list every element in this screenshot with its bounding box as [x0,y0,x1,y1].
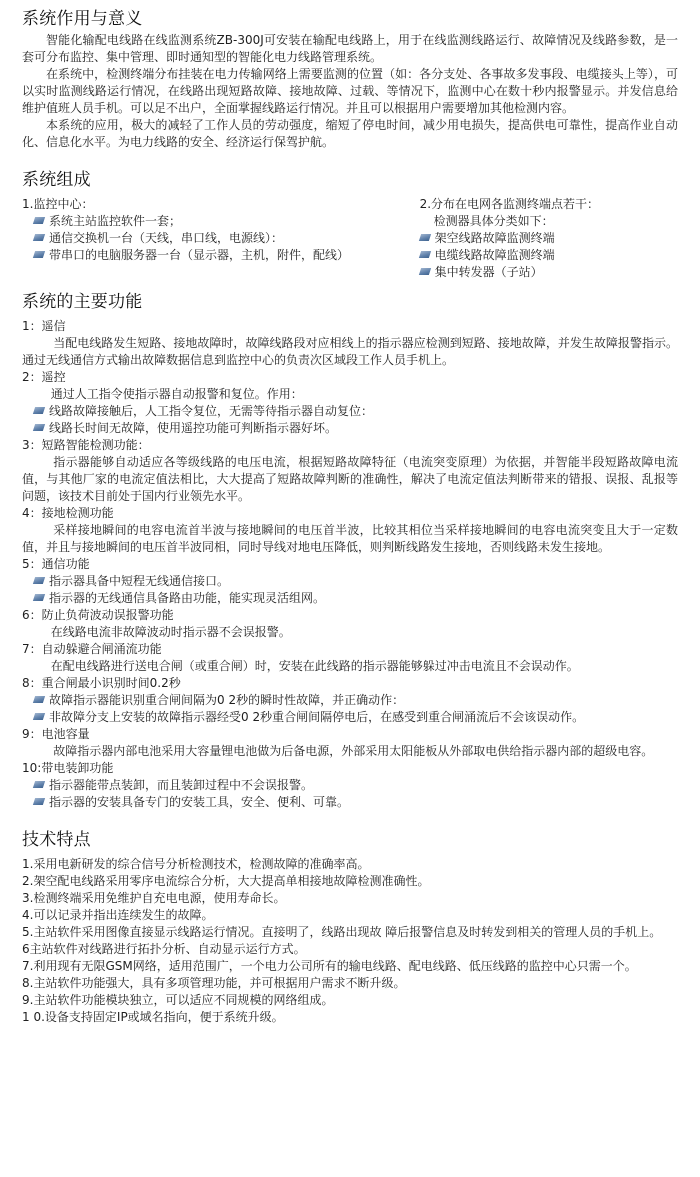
monitor-center-head: 1.监控中心： [22,197,94,211]
function-7-body: 在配电线路进行送电合闸（或重合闸）时，安装在此线路的指示器能够躲过冲击电流且不会误动作。 [50,659,579,673]
function-2-body: 通过人工指令使指示器自动报警和复位。作用： [50,387,303,401]
function-1-body: 当配电线路发生短路、接地故障时，故障线路段对应相线上的指示器应检测到短路、接地故障，并发生故障报警指示。通过无线通信方式输出故障数据信息到监控中心的负责次区域段工作人员手机上。 [22,336,678,367]
tech-item: 8.主站软件功能强大，具有多项管理功能，并可根据用户需求不断升级。 [22,976,406,990]
list-item: 指示器能带点装卸，而且装卸过程中不会误报警。 [22,777,678,794]
tech-item: 1.采用电新研发的综合信号分析检测技术，检测故障的准确率高。 [22,857,370,871]
composition-right [420,196,678,281]
function-2-head: 2：遥控 [22,370,66,384]
tech-item: 5.主站软件采用图像直接显示线路运行情况。直接明了，线路出现故 障后报警信息及时转发到相关的管理人员的手机上。 [22,925,662,939]
function-3-body: 指示器能够自动适应各等级线路的电压电流，根据短路故障特征（电流突变原理）为依据，并智能半段短路故障电流值，与其他厂家的电流定值法相比，大大提高了短路故障判断的准确性，解决了电流定值法判断带来的错报、误报、乱报等问题，该技术目前处于国内行业领先水平。 [22,455,678,503]
bullet-icon [33,577,45,584]
tech-item: 1 0.设备支持固定IP或域名指向，便于系统升级。 [22,1010,284,1024]
bullet-icon [33,424,45,431]
tech-item: 3.检测终端采用免维护自充电电源，使用寿命长。 [22,891,286,905]
function-5-head: 5：通信功能 [22,557,90,571]
list-item: 指示器的无线通信具备路由功能，能实现灵活组网。 [22,590,678,607]
list-item: 非故障分支上安装的故障指示器经受0 2秒重合闸间隔停电后，在感受到重合闸涌流后不会该误动作。 [22,709,678,726]
purpose-para-2: 在系统中，检测终端分布挂装在电力传输网络上需要监测的位置（如：各分支处、各事故多发事段、电缆接头上等），可以实时监测线路运行情况，在线路出现短路故障、接地故障、过载、等情况下，监测中心在数十秒内报警显示。并发信息给维护值班人员手机。可以足不出户，全面掌握线路运行情况。并且可以根据用户需要增加其他检测内容。 [22,67,678,115]
tech-item: 6主站软件对线路进行拓扑分析、自动显示运行方式。 [22,942,306,956]
bullet-icon [33,781,45,788]
bullet-icon [33,407,45,414]
tech-item: 2.架空配电线路采用零序电流综合分析，大大提高单相接地故障检测准确性。 [22,874,430,888]
function-8-head: 8：重合闸最小识别时间0.2秒 [22,676,181,690]
function-9-body: 故障指示器内部电池采用大容量锂电池做为后备电源，外部采用太阳能板从外部取电供给指示器内部的超级电容。 [53,744,654,758]
function-6-body: 在线路电流非故障波动时指示器不会误报警。 [50,625,291,639]
bullet-icon [33,251,45,258]
list-item: 架空线路故障监测终端 [420,230,678,247]
section-title-tech: 技术特点 [22,830,91,850]
list-item: 指示器的安装具备专门的安装工具，安全、便利、可靠。 [22,794,678,811]
list-item: 线路长时间无故障，使用遥控功能可判断指示器好坏。 [22,420,678,437]
terminal-head: 2.分布在电网各监测终端点若干： [419,197,600,211]
composition-columns [22,196,678,281]
tech-item: 4.可以记录并指出连续发生的故障。 [22,908,214,922]
purpose-para-3: 本系统的应用，极大的减轻了工作人员的劳动强度，缩短了停电时间，减少用电损失，提高供电可靠性，提高作业自动化、信息化水平。为电力线路的安全、经济运行保驾护航。 [22,118,678,149]
purpose-para-1: 智能化输配电线路在线监测系统ZB-300J可安装在输配电线路上，用于在线监测线路运行、故障情况及线路参数，是一套可分布监控、集中管理、即时通知型的智能化电力线路管理系统。 [22,33,678,64]
function-10-head: 10:带电装卸功能 [22,761,114,775]
function-7-head: 7：自动躲避合闸涌流功能 [22,642,162,656]
bullet-icon [418,251,430,258]
function-3-head: 3：短路智能检测功能： [22,438,150,452]
tech-item: 9.主站软件功能模块独立，可以适应不同规模的网络组成。 [22,993,334,1007]
tech-item: 7.利用现有无限GSM网络，适用范围广，一个电力公司所有的输电线路、配电线路、低压线路的监控中心只需一个。 [22,959,637,973]
list-item: 集中转发器（子站） [420,264,678,281]
list-item: 故障指示器能识别重合闸间隔为0 2秒的瞬时性故障，并正确动作： [22,692,678,709]
bullet-icon [33,234,45,241]
composition-left [22,196,420,281]
function-4-body: 采样接地瞬间的电容电流首半波与接地瞬间的电压首半波，比较其相位当采样接地瞬间的电容电流突变且大于一定数值，并且与接地瞬间的电压首半波同相，同时导线对地电压降低，则判断线路发生接地，否则线路未发生接地。 [22,523,678,554]
bullet-icon [33,696,45,703]
bullet-icon [33,713,45,720]
section-title-composition: 系统组成 [22,170,91,190]
section-title-purpose: 系统作用与意义 [22,9,143,29]
list-item: 指示器具备中短程无线通信接口。 [22,573,678,590]
bullet-icon [33,798,45,805]
function-1-head: 1：遥信 [22,319,66,333]
bullet-icon [418,268,430,275]
bullet-icon [33,594,45,601]
list-item: 带串口的电脑服务器一台（显示器，主机，附件，配线） [22,247,420,264]
function-6-head: 6：防止负荷波动误报警功能 [22,608,174,622]
bullet-icon [33,217,45,224]
bullet-icon [418,234,430,241]
list-item: 系统主站监控软件一套； [22,213,420,230]
list-item: 线路故障接触后，人工指令复位，无需等待指示器自动复位： [22,403,678,420]
list-item: 电缆线路故障监测终端 [420,247,678,264]
function-9-head: 9：电池容量 [22,727,90,741]
list-item: 通信交换机一台（天线，串口线，电源线）： [22,230,420,247]
terminal-sub: 检测器具体分类如下： [433,214,554,228]
section-title-functions: 系统的主要功能 [22,292,143,312]
function-4-head: 4：接地检测功能 [22,506,114,520]
